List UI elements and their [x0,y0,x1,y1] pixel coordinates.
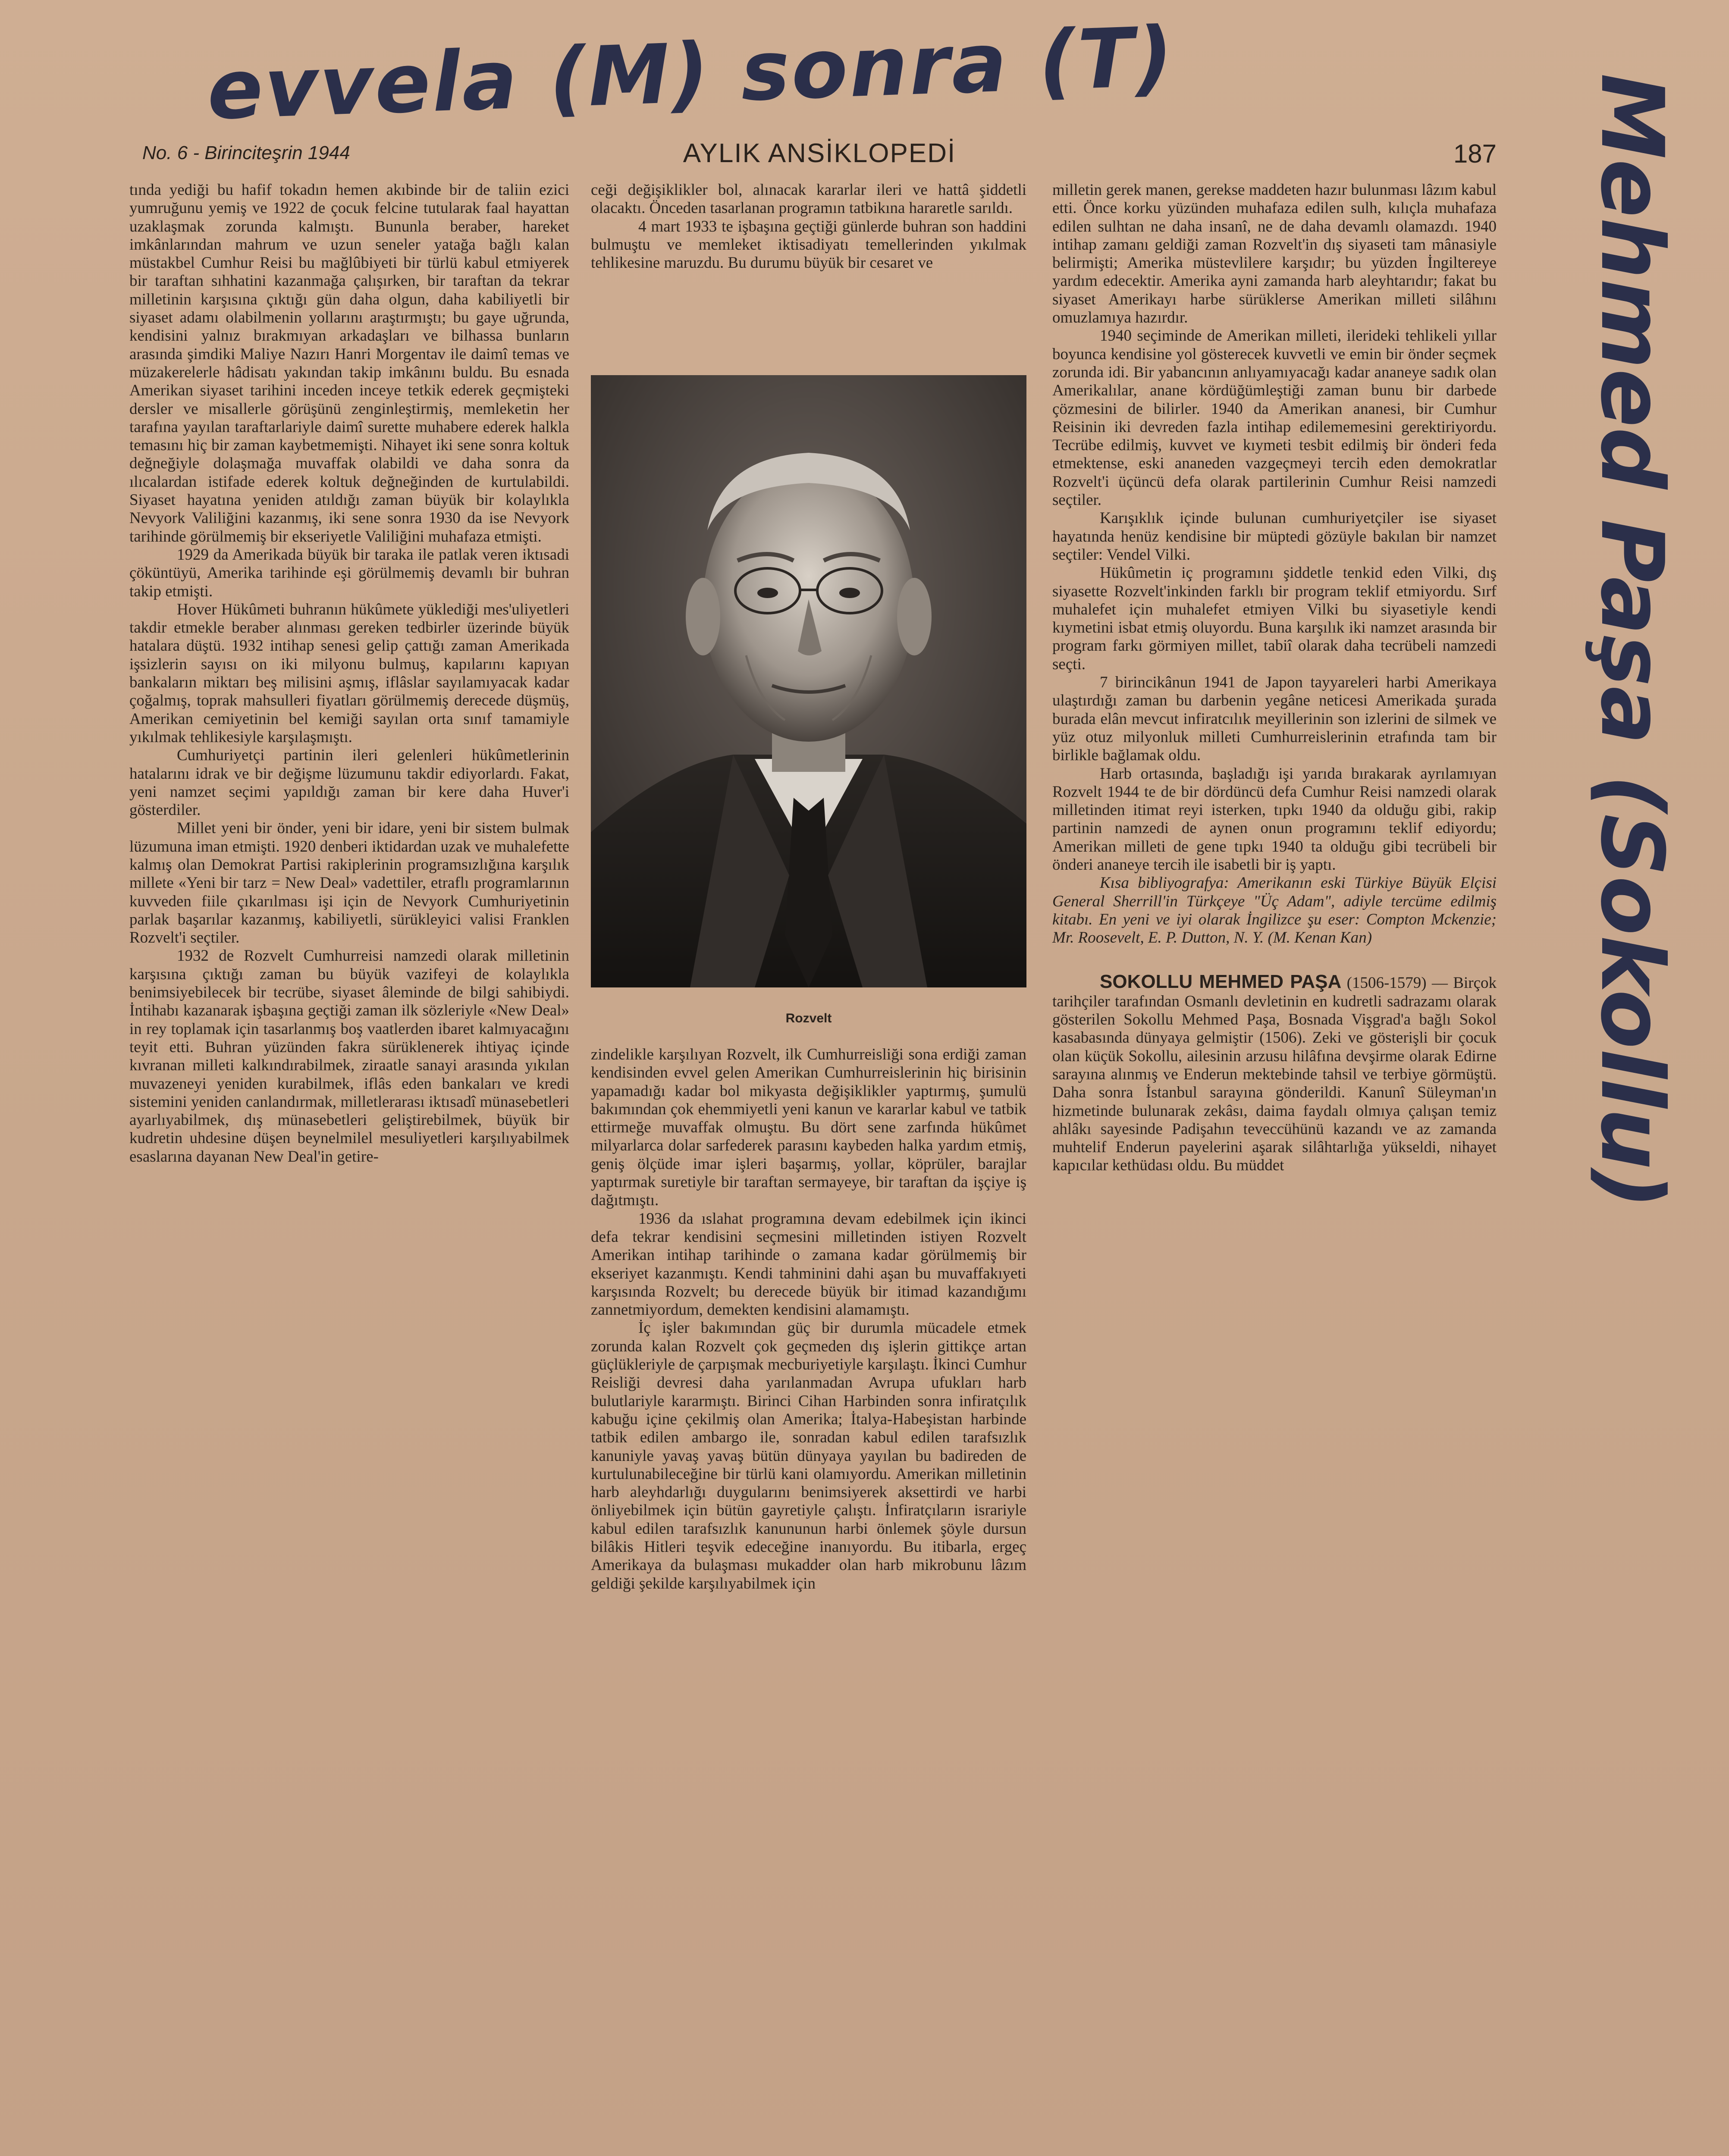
paragraph: 4 mart 1933 te işbaşına geçtiği günlerde buhran son haddini bulmuştu ve memleket iktisadiyatı temellerinden yıkılmak tehlikesine maruzdu. Bu durumu büyük bir cesaret ve [591,217,1026,272]
paragraph: ceği değişiklikler bol, alınacak kararlar ileri ve hattâ şiddetli olacaktı. Önceden tasarlanan programın tatbikına hararetle sarıldı. [591,181,1026,217]
paragraph: Karışıklık içinde bulunan cumhuriyetçiler ise siyaset hayatında henüz kendisine bir müptedi gözüyle bakılan bir namzet seçtiler: Vendel Vilki. [1052,509,1497,564]
paragraph: milletin gerek manen, gerekse maddeten hazır bulunması lâzım kabul etti. Önce korku yüzünden muhafaza edilen sulh, kılıçla muhafaza edilen sulhtan ne daha insanî, ne de daha devamlı olamazdı. 1940 intihap zamanı geldiği zaman Rozvelt'in dış siyaseti tam mânasiyle belirmişti; Amerika müstevlilere karşıdır; bu yüzden İngiltereye yardım edecektir. Amerika ayni zamanda harb aleyhtarıdır; fakat bu siyaset Amerikayı harbe sürüklerse Amerikan milleti silâhını omuzlamıya hazırdır. [1052,181,1497,327]
handwritten-note-top: evvela (M) sonra (T) [205,9,1177,138]
entry-dates: (1506-1579) [1346,974,1427,992]
encyclopedia-entry [1052,973,1497,1175]
entry-title: SOKOLLU MEHMED PAŞA [1100,971,1342,993]
paragraph: Hükûmetin iç programını şiddetle tenkid eden Vilki, dış siyasette Rozvelt'inkinden farklı bir program teklif etmiyordu. Sırf muhalefet için muhalefet etmiyen Vilki bu siyasetiyle kendi kıymetini isbat etmiş oluyordu. Buna karşılık iki namzet arasında bir program farkı görmiyen millet, tabiî olarak daha tecrübeli namzedi seçti. [1052,564,1497,673]
column-3 [1052,181,1497,1175]
paragraph: 1936 da ıslahat programına devam edebilmek için ikinci defa tekrar kendisini seçmesini milletinden istiyen Rozvelt Amerikan intihap tarihinde o zamana kadar görülmemiş bir ekseriyet kazanmıştı. Kendi tahminini dahi aşan bu muvaffakıyeti karşısında Rozvelt; bu derecede büyük bir itimad kazandığımı zannetmiyordum, demekten kendisini alamamıştı. [591,1210,1026,1319]
paragraph: 1932 de Rozvelt Cumhurreisi namzedi olarak milletinin karşısına çıktığı zaman bu büyük vazifeyi de kolaylıkla benimsiyebilecek bir tecrübe, siyaset âleminde de bilgi sahibiydi. İntihabı kazanarak işbaşına geçtiği zaman ilk sözleriyle «New Deal» in rey toplamak için tasarlanmış boş vaatlerden ibaret kalmıyacağını teyit etti. Buhran yüzünden fakra sürüklenerek ihtiyaç içinde kıvranan milleti kalkındırabilmek, ziraatle sanayi arasında yıkılan muvazeneyi yeniden kurabilmek, iflâs eden bankaları ve kredi sistemini yeniden canlandırmak, milletlerarası iktısadî münasebetleri ayarlıyabilmek, dış münasebetleri geliştirebilmek, büyük bir kudretin uhdesine düşen beynelmilel mesuliyetleri karşılıyabilmek esaslarına dayanan New Deal'in getire- [129,947,569,1166]
page-number: 187 [1453,139,1497,168]
paragraph: 1929 da Amerikada büyük bir taraka ile patlak veren iktısadi çöküntüyü, Amerika tarihinde eşi görülmemiş devamlı bir buhran takip etmişti. [129,545,569,600]
column-2-bottom [591,1046,1026,1593]
handwritten-note-side: Mehmed Paşa (Sokollu) [1582,73,1682,1209]
column-1 [129,181,569,1166]
entry-text: — Birçok tarihçiler tarafından Osmanlı devletinin en kudretli sadrazamı olarak gösterilen Sokollu Mehmed Paşa, Bosnada Vişgrad'a bağlı Sokol kasabasında dünyaya gelmiştir (1506). Zeki ve gösterişli bir çocuk olan küçük Sokollu, ailesinin arzusu hilâfına devşirme olarak Edirne sarayına alınmış ve Enderun mektebinde tahsil ve terbiye görmüştü. Daha sonra İstanbul sarayına gönderildi. Kanunî Süleyman'ın hizmetinde bulunarak zekâsı, daima faydalı olmıya çalışan temiz ahlâkı sayesinde Padişahın teveccühünü kazandı ve az zamanda muhtelif Enderun payelerini aşarak silâhtarlığa yükseldi, nihayet kapıcılar kethüdası oldu. Bu müddet [1052,974,1497,1175]
paragraph: 7 birincikânun 1941 de Japon tayyareleri harbi Amerikaya ulaştırdığı zaman bu darbenin yegâne neticesi Amerikada şurada burada elân mevcut infiratcılık meyillerinin son izlerini de silmek ve yüz otuz milyonluk milleti Cumhurreislerinin etrafında tam bir birlikle bağlamak oldu. [1052,674,1497,765]
paragraph: Harb ortasında, başladığı işi yarıda bırakarak ayrılamıyan Rozvelt 1944 te de bir dördüncü defa Cumhur Reisi namzedi olarak milletinden itimat reyi isterken, tıpkı 1940 da olduğu gibi, rakip partinin namzedi de aynen onun programını teklif ediyordu; Amerikan milleti de gene tıpkı 1940 ta olduğu gibi tecrübeli bir önderi ananeye tercih ile isabetli bir iş yaptı. [1052,765,1497,874]
publication-title: AYLIK ANSİKLOPEDİ [683,138,956,168]
bibliography: Kısa bibliyografya: Amerikanın eski Türkiye Büyük Elçisi General Sherrill'in Türkçeye "Üç Adam", adiyle tercüme edilmiş kitabı. En yeni ve iyi olarak İngilizce şu eser: Compton Mckenzie; Mr. Roosevelt, E. P. Dutton, N. Y. (M. Kenan Kan) [1052,874,1497,947]
paragraph: zindelikle karşılıyan Rozvelt, ilk Cumhurreisliği sona erdiği zaman kendisinden evvel gelen Amerikan Cumhurreislerinin hiç birisinin yapamadığı kadar bol mikyasta değişiklikler yaptırmış, şumulü bakımından çok ehemmiyetli yeni kanun ve kararlar kabul ve tatbik ettirmeğe muvaffak olmuştu. Bu dört sene zarfında hükûmet milyarlarca dolar sarfederek parasını kaybeden halka yardım etmiş, geniş ölçüde imar işleri başarmış, yollar, köprüler, barajlar yaptırmak suretiyle bir taraftan sermayeye, bir taraftan da işçiye iş dağıtmıştı. [591,1046,1026,1210]
paragraph: Millet yeni bir önder, yeni bir idare, yeni bir sistem bulmak lüzumuna iman etmişti. 1920 denberi iktidardan uzak ve muhalefette kalmış olan Demokrat Partisi rakiplerinin programsızlığına karşılık millete «Yeni bir tarz = New Deal» vadettiler, etraflı programlarının kuvveden fiile çıkarılması işi için de Nevyork Cumhuriyetinin parlak başarılar kazanmış, kabiliyetli, sürükleyici valisi Franklen Rozvelt'i seçtiler. [129,819,569,947]
portrait-photo [591,375,1026,987]
paragraph: Cumhuriyetçi partinin ileri gelenleri hükûmetlerinin hatalarını idrak ve bir değişme lüzumunu takdir ediyorlardı. Fakat, yeni namzet seçimi yapıldığı zaman bir kere daha Huver'i gösterdiler. [129,746,569,819]
paragraph: Hover Hükûmeti buhranın hükûmete yüklediği mes'uliyetleri takdir etmekle beraber alınması gereken tedbirler üzerinde büyük hatalara düştü. 1932 intihap senesi gelip çattığı zaman Amerikada işsizlerin sayısı on iki milyonu bulmuş, kapılarını kapıyan bankaların miktarı beş milisini aşmış, iflâslar sayılamıyacak kadar çoğalmış, toprak mahsulleri fiyatları görülmemiş derecede düşmüş, Amerikan cemiyetinin bel kemiği sayılan orta sınıf tamamiyle yıkılmak tehlikesiyle karşılaşmıştı. [129,600,569,746]
paragraph: İç işler bakımından güç bir durumla mücadele etmek zorunda kalan Rozvelt çok geçmeden dış işlerin gittikçe artan güçlükleriyle de çarpışmak mecburiyetiyle karşılaştı. İkinci Cumhur Reisliği devresi daha yarılanmadan Avrupa ufukları harb bulutlariyle kararmıştı. Birinci Cihan Harbinden sonra infiratçılık kabuğu içine çekilmiş olan Amerika; İtalya-Habeşistan harbinde tatbik edilen ambargo ile, sonradan kabul edilen tarafsızlık kanuniyle yavaş yavaş bütün dünyaya yayılan bu badireden de kurtulunabileceğine bir türlü kani olamıyordu. Amerikan milletinin harb aleyhdarlığı duygularını benimsiyerek aksettirdi ve harbi önliyebilmek için bütün gayretiyle çalıştı. İnfiratçıların israriyle kabul edilen tarafsızlık kanununun harbi önlemek şöyle dursun bilâkis Hitleri teşvik edeceğine inanıyordu. Bu itibarla, ergeç Amerikaya da bulaşması mukadder olan harb mikrobunu lâzım geldiği şekilde karşılıyabilmek için [591,1319,1027,1592]
photo-caption: Rozvelt [785,1011,832,1025]
paragraph: tında yediği bu hafif tokadın hemen akıbinde bir de taliin ezici yumruğunu yemiş ve 1922 de çocuk felcine tutularak faal hayattan uzaklaşmak zorunda kalmıştı. Bununla beraber, hareket imkânlarından mahrum ve uzun seneler yatağa bağlı kalan müstakbel Cumhur Reisi bu mağlûbiyeti bir türlü kabul etmiyerek bir taraftan sıhhatini kazanmağa çalışırken, bir taraftan da tekrar milletinin karşısına çıktığı gün daha olgun, daha kabiliyetli bir siyaset adamı olabilmenin yollarını araştırmıştı; bu gaye uğrunda, kendisini yalnız bırakmıyan arkadaşları ve bilhassa bunların arasında şimdiki Maliye Nazırı Hanri Morgentav ile daimî temas ve müzakerelerle hâdisatı yakından takip imkânını buldu. Bu esnada Amerikan siyaset tarihini inceden inceye tetkik ederek geçmişteki dersler ve misallerle görüşünü zenginleştirmiş, memleketin her tarafına yayılan taraftarlariyle daimî surette muhabere ederek halkla temasını hiç bir zaman kaybetmemişti. Nihayet iki sene sonra koltuk değneğiyle dolaşmağa muvaffak olabildi ve daha sonra da ılıcalardan istifade ederek koltuk değneğinden de kurtulabildi. Siyaset hayatına yeniden atıldığı zaman büyük bir kolaylıkla Nevyork Valiliğini kazanmış, iki sene sonra 1930 da ise Nevyork tarihinde görülmemiş bir ekseriyetle Valiliğini muhafaza etmişti. [129,181,569,545]
issue-info: No. 6 - Birinciteşrin 1944 [142,142,350,163]
column-2-top [591,181,1026,272]
page-header [142,129,1497,177]
paragraph: 1940 seçiminde de Amerikan milleti, ilerideki tehlikeli yıllar boyunca kendisine yol gösterecek kuvvetli ve emin bir önder seçmek zorunda idi. Bir yabancının anlıyamıyacağı kadar ananeye sadık olan Amerikalılar, anane kördüğümleştiği zaman bunu bir darbede çözmesini de bilirler. 1940 da Amerikan ananesi, bir Cumhur Reisinin iki devreden fazla intihap edilememesini gerektiriyordu. Tecrübe edilmiş, kuvvet ve kıymeti tesbit edilmiş bir önderi feda etmektense, eski ananeden vazgeçmeyi tercih eden demokratlar Rozvelt'i üçüncü defa olarak partilerinin Cumhur Reisi namzedi seçtiler. [1052,327,1497,509]
